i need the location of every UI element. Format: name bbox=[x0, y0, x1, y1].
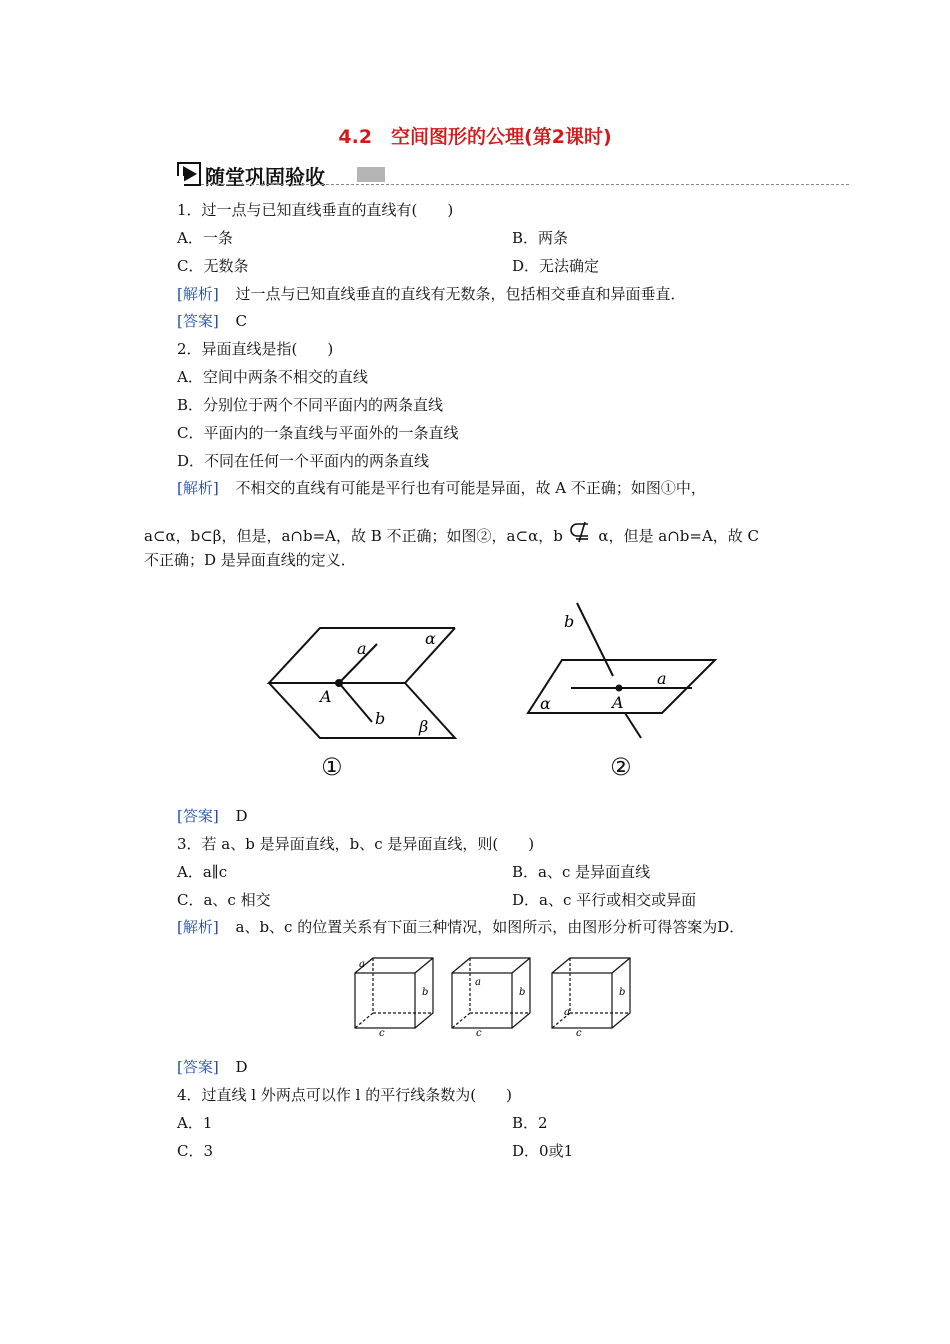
analysis-tag: [解析] bbox=[177, 479, 219, 497]
q4-option-d: D．0或1 bbox=[512, 1142, 574, 1160]
section-banner bbox=[177, 160, 849, 190]
q3-answer bbox=[177, 1057, 248, 1077]
fig1-label-b: b bbox=[375, 709, 386, 728]
q1-option-a: A．一条 bbox=[177, 229, 233, 247]
q2-answer-value: D bbox=[235, 807, 248, 825]
q2-analysis-text-2a: a⊂α，b⊂β，但是，a∩b=A，故 B 不正确；如图②，a⊂α，b bbox=[144, 527, 563, 545]
cube-diagram-3 bbox=[547, 955, 633, 1037]
cube3-label-a: a bbox=[564, 1007, 570, 1018]
fig1-label-beta: β bbox=[419, 717, 429, 736]
q1-analysis-text: 过一点与已知直线垂直的直线有无数条，包括相交垂直和异面垂直． bbox=[235, 285, 686, 303]
q3-option-d: D．a、c 平行或相交或异面 bbox=[512, 891, 697, 909]
fig2-label-alpha: α bbox=[540, 694, 551, 713]
not-subset-icon bbox=[568, 521, 594, 543]
q3-stem: 3．若 a、b 是异面直线，b、c 是异面直线，则( ) bbox=[177, 835, 535, 853]
q4-option-b: B．2 bbox=[512, 1114, 548, 1132]
q3-answer-value: D bbox=[235, 1058, 248, 1076]
cube2-label-c: c bbox=[476, 1028, 482, 1037]
q1-analysis bbox=[177, 284, 686, 304]
fig2-label-b: b bbox=[564, 612, 575, 631]
q3-option-b: B．a、c 是异面直线 bbox=[512, 863, 651, 881]
q1-option-c: C．无数条 bbox=[177, 257, 249, 275]
cube1-label-b: b bbox=[422, 987, 429, 998]
q3-option-a: A．a∥c bbox=[177, 863, 228, 881]
fig2-label-a: a bbox=[657, 669, 667, 688]
q3-analysis bbox=[177, 917, 744, 937]
fig1-label-a: a bbox=[357, 639, 367, 658]
cube2-label-b: b bbox=[519, 987, 526, 998]
q4-option-a: A．1 bbox=[177, 1114, 213, 1132]
q2-analysis-text-2b: α，但是 a∩b=A，故 C bbox=[598, 527, 760, 545]
figure-1-caption: ① bbox=[321, 753, 343, 781]
q2-option-b: B．分别位于两个不同平面内的两条直线 bbox=[177, 396, 444, 414]
fig2-label-point-a: A bbox=[612, 693, 624, 712]
answer-tag: [答案] bbox=[177, 807, 219, 825]
q1-answer-value: C bbox=[235, 312, 247, 330]
q2-stem: 2．异面直线是指( ) bbox=[177, 340, 334, 358]
q2-analysis-text-1: 不相交的直线有可能是平行也有可能是异面，故 A 不正确；如图①中， bbox=[235, 479, 706, 497]
analysis-tag: [解析] bbox=[177, 918, 219, 936]
q2-answer bbox=[177, 806, 248, 826]
q2-option-c: C．平面内的一条直线与平面外的一条直线 bbox=[177, 424, 459, 442]
cube-diagram-2 bbox=[447, 955, 533, 1037]
q2-option-a: A．空间中两条不相交的直线 bbox=[177, 368, 368, 386]
section-title: 随堂巩固验收 bbox=[205, 165, 325, 189]
q3-analysis-text: a、b、c 的位置关系有下面三种情况，如图所示，由图形分析可得答案为D． bbox=[235, 918, 745, 936]
q1-answer bbox=[177, 311, 247, 331]
q2-analysis-line1 bbox=[177, 478, 706, 498]
cube3-label-c: c bbox=[576, 1028, 582, 1037]
q3-option-c: C．a、c 相交 bbox=[177, 891, 271, 909]
q1-stem: 1．过一点与已知直线垂直的直线有( ) bbox=[177, 201, 454, 219]
play-arrow-icon bbox=[177, 162, 201, 186]
q1-option-d: D．无法确定 bbox=[512, 257, 600, 275]
cube-diagram-1 bbox=[350, 955, 436, 1037]
cube1-label-c: c bbox=[379, 1028, 385, 1037]
fig1-label-point-a: A bbox=[320, 687, 332, 706]
cube2-label-a: a bbox=[475, 977, 481, 988]
divider bbox=[201, 184, 849, 185]
analysis-tag: [解析] bbox=[177, 285, 219, 303]
figure-2-caption: ② bbox=[610, 753, 632, 781]
q4-option-c: C．3 bbox=[177, 1142, 214, 1160]
q4-stem: 4．过直线 l 外两点可以作 l 的平行线条数为( ) bbox=[177, 1086, 512, 1104]
cube3-label-b: b bbox=[619, 987, 626, 998]
figure-1-diagram bbox=[262, 620, 462, 750]
page-title: 4.2 空间图形的公理(第2课时) bbox=[338, 126, 612, 148]
answer-tag: [答案] bbox=[177, 312, 219, 330]
q1-option-b: B．两条 bbox=[512, 229, 569, 247]
q2-option-d: D．不同在任何一个平面内的两条直线 bbox=[177, 452, 430, 470]
q2-analysis-line2 bbox=[144, 521, 759, 546]
answer-tag: [答案] bbox=[177, 1058, 219, 1076]
cube1-label-a: a bbox=[359, 959, 365, 970]
fig1-label-alpha: α bbox=[425, 629, 436, 648]
banner-bar bbox=[357, 167, 385, 182]
figure-2-diagram bbox=[522, 600, 722, 750]
q2-analysis-line3: 不正确；D 是异面直线的定义． bbox=[144, 551, 356, 569]
